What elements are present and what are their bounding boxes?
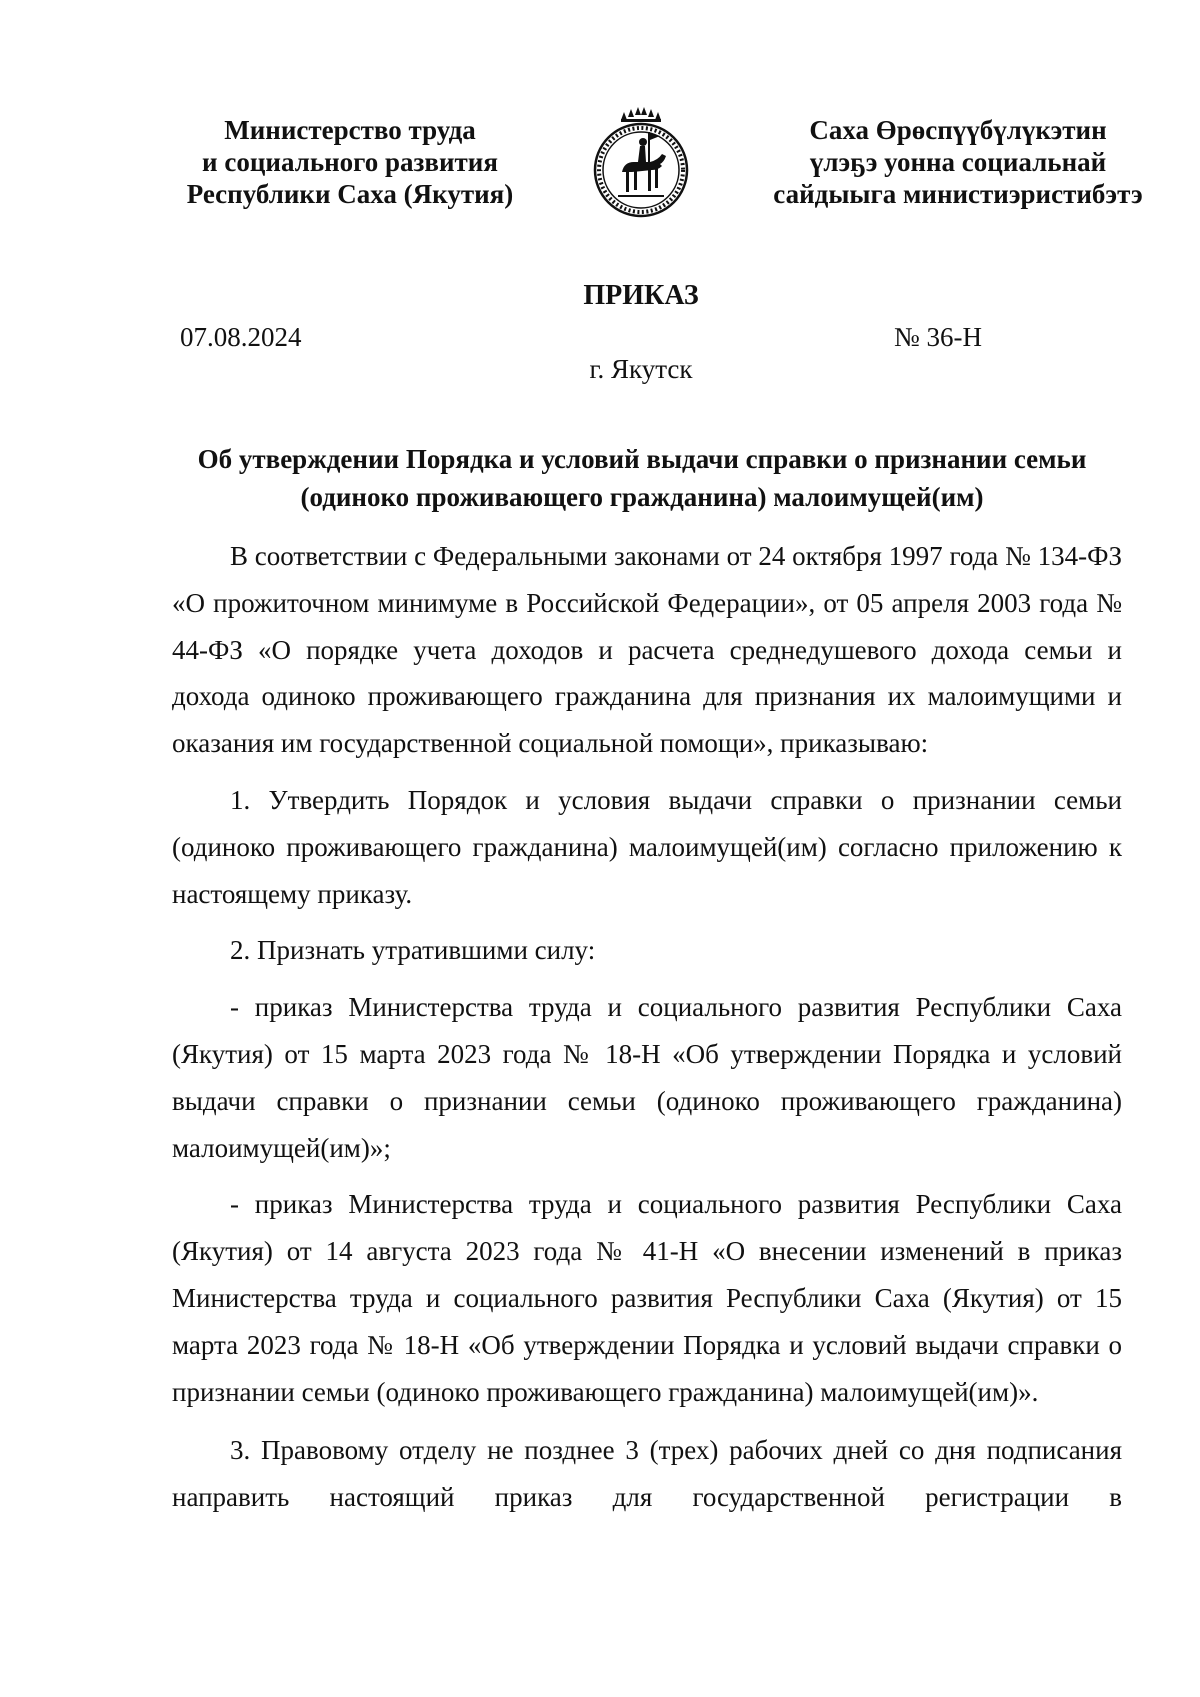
document-title-line-1: Об утверждении Порядка и условий выдачи справки о признании семьи	[197, 444, 1087, 474]
document-type: ПРИКАЗ	[583, 280, 699, 311]
item-3-paragraph: 3. Правовому отделу не позднее 3 (трех) рабочих дней со дня подписания направить настоящий приказ для государственной регистрации в	[172, 1435, 1122, 1513]
ministry-name-sah-line-3: сайдыыга министиэристибэтэ	[773, 179, 1143, 209]
order-city: г. Якутск	[589, 354, 693, 384]
order-date: 07.08.2024	[180, 322, 302, 352]
item-2-sub-2-paragraph: - приказ Министерства труда и социального развития Республики Саха (Якутия) от 14 августа 2023 года № 41-Н «О внесении изменений в приказ Министерства труда и социального развития Республики Саха (Якутия) от 15 марта 2023 года № 18-Н «Об утверждении Порядка и условий выдачи справки о признании семьи (одиноко проживающего гражданина) малоимущей(им)».	[172, 1189, 1122, 1407]
ministry-name-ru-line-3: Республики Саха (Якутия)	[186, 179, 514, 209]
ministry-name-ru-line-2: и социального развития	[202, 147, 498, 177]
item-1-paragraph: 1. Утвердить Порядок и условия выдачи справки о признании семьи (одиноко проживающего гражданина) малоимущей(им) согласно приложению к настоящему приказу.	[172, 784, 1122, 909]
ministry-name-sah-line-2: үлэҕэ уонна социальнай	[809, 147, 1107, 177]
coat-of-arms-icon	[588, 106, 694, 222]
ministry-name-sah-line-1: Саха Өрөспүүбүлүкэтин	[809, 115, 1107, 145]
item-2-paragraph: 2. Признать утратившими силу:	[230, 935, 596, 966]
preamble-paragraph: В соответствии с Федеральными законами от 24 октября 1997 года № 134-ФЗ «О прожиточном минимуме в Российской Федерации», от 05 апреля 2003 года № 44-ФЗ «О порядке учета доходов и расчета среднедушевого дохода семьи и дохода одиноко проживающего гражданина для признания их малоимущими и оказания им государственной социальной помощи», приказываю:	[172, 541, 1122, 759]
item-2-sub-1-paragraph: - приказ Министерства труда и социального развития Республики Саха (Якутия) от 15 марта 2023 года № 18-Н «Об утверждении Порядка и условий выдачи справки о признании семьи (одиноко проживающего гражданина) малоимущей(им)»;	[172, 992, 1122, 1163]
document-title-line-2: (одиноко проживающего гражданина) малоимущей(им)	[300, 482, 984, 512]
document-body	[172, 533, 1122, 1521]
ministry-name-ru	[150, 114, 550, 210]
ministry-name-sah	[758, 114, 1158, 210]
ministry-name-ru-line-1: Министерство труда	[224, 115, 476, 145]
document-title	[150, 440, 1134, 516]
order-number: № 36-Н	[894, 322, 983, 352]
